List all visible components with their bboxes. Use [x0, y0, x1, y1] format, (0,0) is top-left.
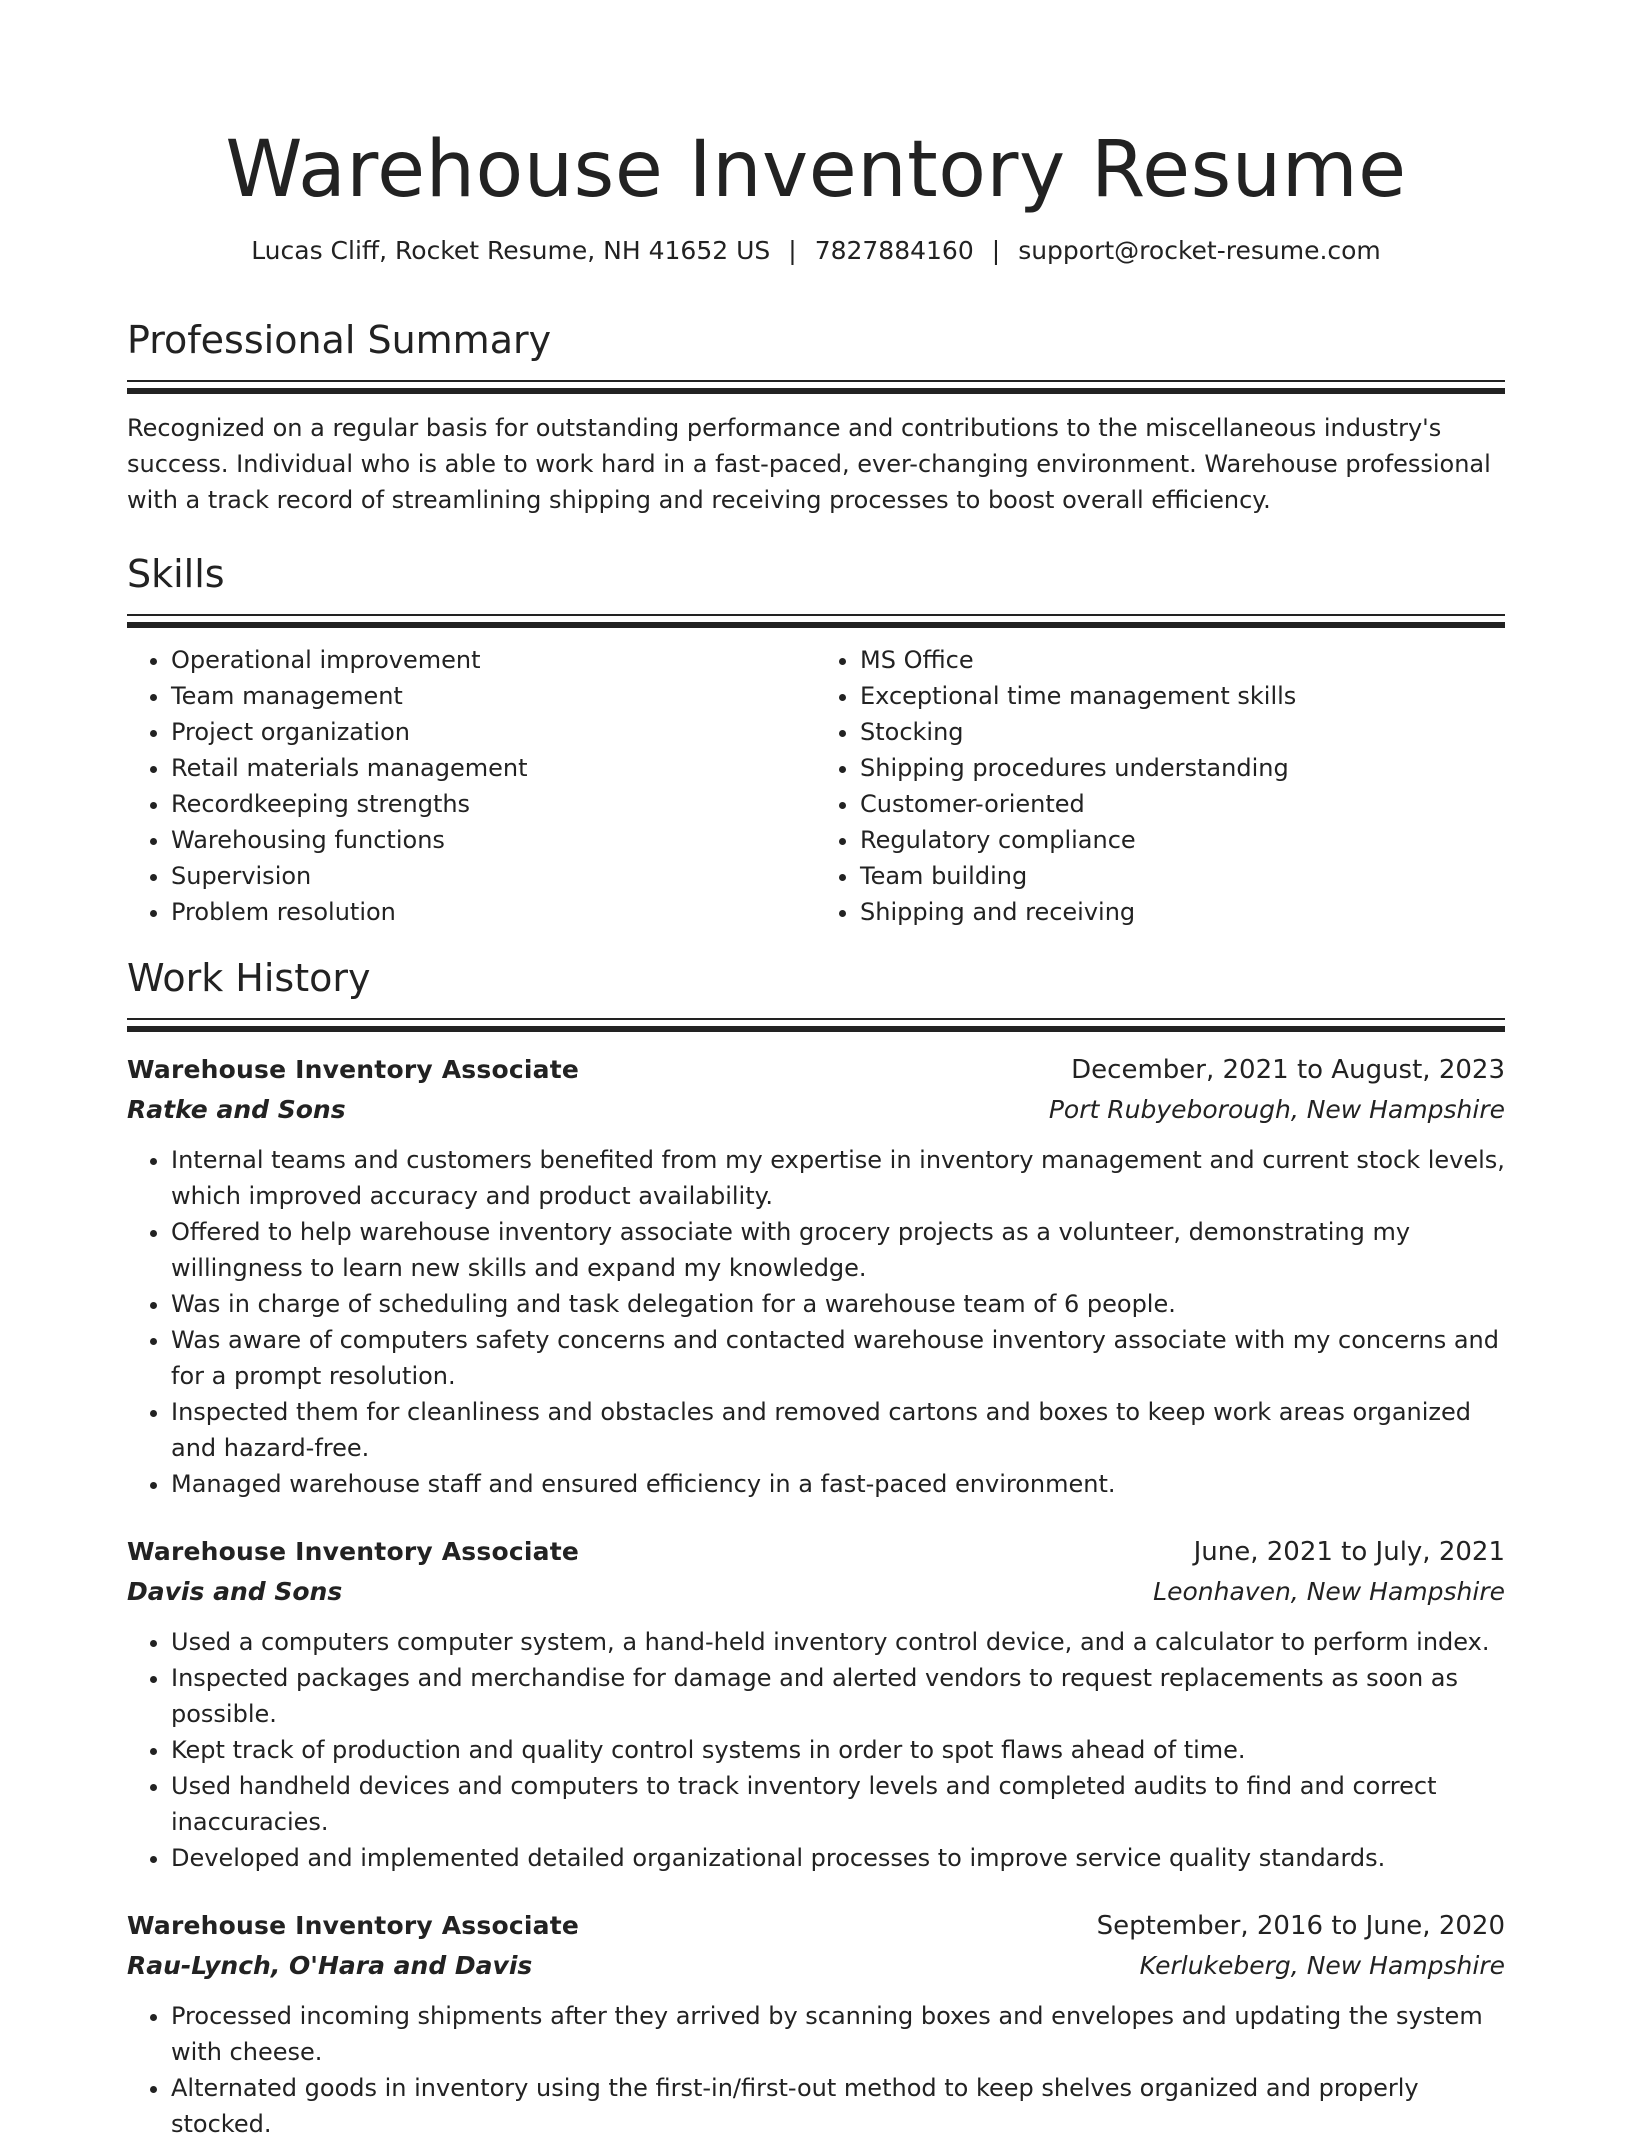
job-bullet: • Was aware of computers safety concerns and contacted warehouse inventory associate with my concerns and for a prompt resolution. [171, 1322, 1505, 1394]
job-bullets [127, 1624, 1505, 1876]
job-company: Rau-Lynch, O'Hara and Davis [127, 1951, 533, 1980]
job-location: Port Rubyeborough, New Hampshire [1048, 1095, 1505, 1124]
job-bullets [127, 1142, 1505, 1502]
section-divider-thick [127, 388, 1505, 394]
professional-summary-section [127, 314, 1505, 518]
job-dates: December, 2021 to August, 2023 [1071, 1055, 1505, 1085]
job-bullet: • Used a computers computer system, a hand-held inventory control device, and a calculator to perform index. [171, 1624, 1505, 1660]
job-bullet: • Managed warehouse staff and ensured efficiency in a fast-paced environment. [171, 1466, 1505, 1502]
job-header [127, 1532, 1505, 1572]
skills-list-right [816, 642, 1505, 930]
contact-phone: 7827884160 [814, 236, 974, 265]
job-subheader [127, 1946, 1505, 1986]
job-bullet: • Inspected them for cleanliness and obstacles and removed cartons and boxes to keep work areas organized and hazard-free. [171, 1394, 1505, 1466]
job-company: Davis and Sons [127, 1577, 343, 1606]
job-entry [127, 1532, 1505, 1876]
contact-address: Lucas Cliff, Rocket Resume, NH 41652 US [251, 236, 771, 265]
job-header [127, 1050, 1505, 1090]
job-subheader [127, 1572, 1505, 1612]
skill-item: • Customer-oriented [860, 786, 1505, 822]
contact-separator: | [991, 236, 1001, 265]
section-divider [127, 1018, 1505, 1020]
job-bullet: • Alternated goods in inventory using the first-in/first-out method to keep shelves organized and properly stocked. [171, 2070, 1505, 2142]
job-bullet: • Was in charge of scheduling and task delegation for a warehouse team of 6 people. [171, 1286, 1505, 1322]
job-location: Leonhaven, New Hampshire [1153, 1577, 1505, 1606]
contact-email[interactable]: support@rocket-resume.com [1018, 236, 1381, 265]
skill-item: • Exceptional time management skills [860, 678, 1505, 714]
skill-item: • Project organization [171, 714, 816, 750]
section-divider-thick [127, 622, 1505, 628]
job-bullet: • Internal teams and customers benefited from my expertise in inventory management and current stock levels, which improved accuracy and product availability. [171, 1142, 1505, 1214]
skill-item: • Warehousing functions [171, 822, 816, 858]
job-title: Warehouse Inventory Associate [127, 1055, 580, 1084]
skill-item: • Team building [860, 858, 1505, 894]
job-entry [127, 1906, 1505, 2142]
resume-title: Warehouse Inventory Resume [225, 125, 1407, 215]
job-bullet: • Inspected packages and merchandise for damage and alerted vendors to request replacements as soon as possible. [171, 1660, 1505, 1732]
contact-line [127, 234, 1505, 268]
skill-item: • Stocking [860, 714, 1505, 750]
skills-list-left [127, 642, 816, 930]
summary-text: Recognized on a regular basis for outstanding performance and contributions to the miscellaneous industry's success. Individual who is able to work hard in a fast-paced, ever-changing environment. Warehouse professional with a track record of streamlining shipping and receiving processes to boost overall efficiency. [127, 414, 1491, 514]
skill-item: • MS Office [860, 642, 1505, 678]
job-bullet: • Used handheld devices and computers to track inventory levels and completed audits to find and correct inaccuracies. [171, 1768, 1505, 1840]
job-dates: June, 2021 to July, 2021 [1193, 1537, 1505, 1567]
skill-item: • Recordkeeping strengths [171, 786, 816, 822]
job-dates: September, 2016 to June, 2020 [1096, 1911, 1505, 1941]
job-title: Warehouse Inventory Associate [127, 1537, 580, 1566]
section-heading: Work History [127, 956, 371, 1000]
skill-item: • Team management [171, 678, 816, 714]
section-divider [127, 380, 1505, 382]
work-history-section [127, 952, 1505, 2142]
job-subheader [127, 1090, 1505, 1130]
job-location: Kerlukeberg, New Hampshire [1139, 1951, 1505, 1980]
job-entry [127, 1050, 1505, 1502]
contact-separator: | [788, 236, 797, 265]
skill-item: • Shipping procedures understanding [860, 750, 1505, 786]
skills-section [127, 548, 1505, 930]
section-divider [127, 614, 1505, 616]
job-company: Ratke and Sons [127, 1095, 346, 1124]
job-bullets [127, 1998, 1505, 2142]
job-bullet: • Processed incoming shipments after they arrived by scanning boxes and envelopes and updating the system with cheese. [171, 1998, 1505, 2070]
skills-columns [127, 642, 1505, 930]
skill-item: • Regulatory compliance [860, 822, 1505, 858]
job-title: Warehouse Inventory Associate [127, 1911, 580, 1940]
job-bullet: • Offered to help warehouse inventory associate with grocery projects as a volunteer, demonstrating my willingness to learn new skills and expand my knowledge. [171, 1214, 1505, 1286]
skill-item: • Shipping and receiving [860, 894, 1505, 930]
section-heading: Skills [127, 552, 225, 596]
job-bullet: • Kept track of production and quality control systems in order to spot flaws ahead of time. [171, 1732, 1505, 1768]
job-header [127, 1906, 1505, 1946]
skill-item: • Problem resolution [171, 894, 816, 930]
skill-item: • Operational improvement [171, 642, 816, 678]
skill-item: • Retail materials management [171, 750, 816, 786]
skill-item: • Supervision [171, 858, 816, 894]
section-divider-thick [127, 1026, 1505, 1032]
section-heading: Professional Summary [127, 318, 552, 362]
job-bullet: • Developed and implemented detailed organizational processes to improve service quality standards. [171, 1840, 1505, 1876]
